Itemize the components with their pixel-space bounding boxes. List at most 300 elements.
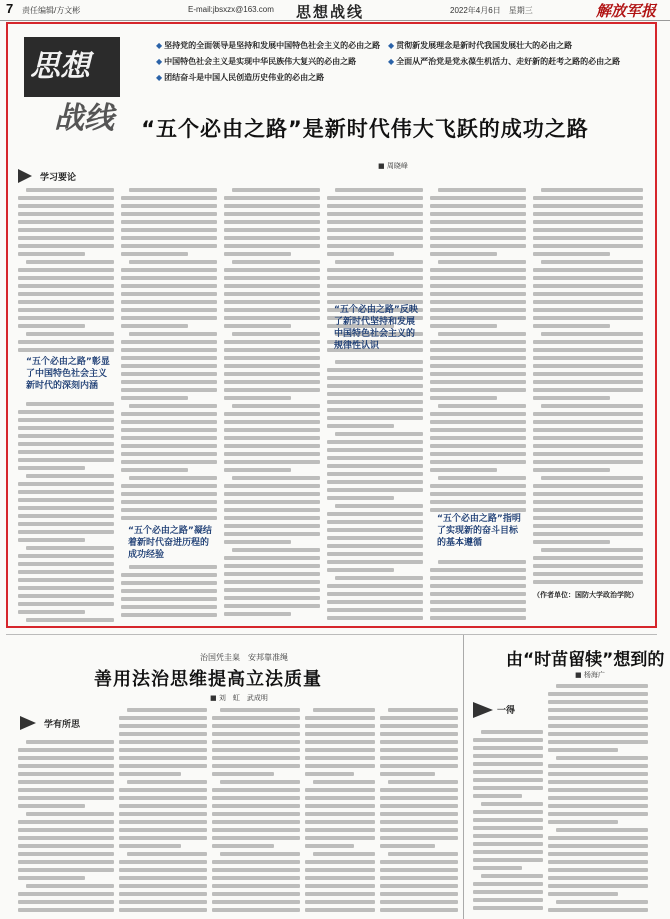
text-line bbox=[533, 532, 643, 536]
article-headline: 善用法治思维提高立法质量 bbox=[94, 669, 322, 690]
text-line bbox=[556, 756, 648, 760]
text-line bbox=[212, 740, 300, 744]
text-line bbox=[430, 284, 526, 288]
text-line bbox=[533, 236, 643, 240]
body-text-column bbox=[473, 728, 543, 913]
text-line bbox=[473, 898, 543, 902]
text-line bbox=[548, 908, 648, 912]
text-line bbox=[121, 388, 217, 392]
text-line bbox=[121, 484, 217, 488]
text-line bbox=[119, 900, 207, 904]
text-line bbox=[18, 820, 114, 824]
text-line bbox=[313, 708, 375, 712]
text-line bbox=[232, 332, 320, 336]
issue-date: 2022年4月6日 星期三 bbox=[450, 6, 533, 15]
text-line bbox=[119, 724, 207, 728]
text-line bbox=[335, 360, 423, 364]
text-line bbox=[224, 604, 320, 608]
text-line bbox=[335, 260, 423, 264]
text-line bbox=[224, 428, 320, 432]
text-line bbox=[481, 730, 543, 734]
text-line bbox=[18, 892, 114, 896]
text-line bbox=[18, 900, 114, 904]
text-line bbox=[541, 476, 643, 480]
column-tag-label: 学习要论 bbox=[40, 173, 77, 183]
body-text-column bbox=[327, 358, 423, 623]
text-line bbox=[327, 236, 423, 240]
text-line bbox=[26, 884, 114, 888]
text-line bbox=[556, 684, 648, 688]
text-line bbox=[533, 212, 643, 216]
bullet-item: ◆ 贯彻新发展理念是新时代我国发展壮大的必由之路 bbox=[388, 41, 573, 50]
text-line bbox=[305, 812, 375, 816]
text-line bbox=[121, 300, 217, 304]
text-line bbox=[18, 276, 114, 280]
text-line bbox=[533, 436, 643, 440]
body-text-column bbox=[119, 706, 207, 913]
text-line bbox=[121, 284, 217, 288]
text-line bbox=[119, 908, 207, 912]
text-line bbox=[327, 448, 423, 452]
text-line bbox=[224, 564, 320, 568]
text-line bbox=[18, 450, 114, 454]
text-line bbox=[212, 884, 300, 888]
text-line bbox=[438, 560, 526, 564]
page-header bbox=[0, 0, 670, 21]
text-line bbox=[380, 796, 458, 800]
text-line bbox=[119, 860, 207, 864]
text-line bbox=[224, 420, 320, 424]
text-line bbox=[224, 348, 320, 352]
text-line bbox=[18, 610, 85, 614]
text-line bbox=[327, 560, 423, 564]
text-line bbox=[212, 836, 300, 840]
text-line bbox=[212, 772, 274, 776]
text-line bbox=[232, 476, 320, 480]
text-line bbox=[533, 500, 643, 504]
text-line bbox=[212, 892, 300, 896]
text-line bbox=[224, 572, 320, 576]
text-line bbox=[224, 452, 320, 456]
text-line bbox=[327, 368, 423, 372]
text-line bbox=[18, 458, 114, 462]
text-line bbox=[430, 508, 526, 512]
text-line bbox=[212, 788, 300, 792]
text-line bbox=[473, 786, 543, 790]
text-line bbox=[119, 804, 207, 808]
text-line bbox=[305, 716, 375, 720]
text-line bbox=[224, 300, 320, 304]
text-line bbox=[430, 364, 526, 368]
text-line bbox=[438, 260, 526, 264]
text-line bbox=[533, 444, 643, 448]
text-line bbox=[327, 392, 423, 396]
text-line bbox=[121, 516, 217, 520]
text-line bbox=[548, 708, 648, 712]
text-line bbox=[121, 492, 217, 496]
text-line bbox=[119, 756, 207, 760]
text-line bbox=[18, 212, 114, 216]
text-line bbox=[533, 388, 643, 392]
text-line bbox=[533, 324, 610, 328]
text-line bbox=[18, 244, 114, 248]
text-line bbox=[548, 820, 618, 824]
text-line bbox=[129, 260, 217, 264]
text-line bbox=[313, 780, 375, 784]
text-line bbox=[212, 748, 300, 752]
text-line bbox=[430, 568, 526, 572]
text-line bbox=[18, 788, 114, 792]
text-line bbox=[18, 522, 114, 526]
text-line bbox=[121, 428, 217, 432]
text-line bbox=[121, 268, 217, 272]
text-line bbox=[129, 565, 217, 569]
text-line bbox=[220, 780, 300, 784]
text-line bbox=[533, 572, 643, 576]
article-kicker: 治国凭圭臬 安邦靠准绳 bbox=[200, 653, 288, 662]
text-line bbox=[224, 196, 320, 200]
text-line bbox=[380, 748, 458, 752]
text-line bbox=[473, 794, 522, 798]
text-line bbox=[127, 708, 207, 712]
text-line bbox=[305, 892, 375, 896]
text-line bbox=[430, 212, 526, 216]
text-line bbox=[430, 244, 526, 248]
text-line bbox=[119, 748, 207, 752]
text-line bbox=[232, 260, 320, 264]
text-line bbox=[533, 508, 643, 512]
text-line bbox=[212, 860, 300, 864]
text-line bbox=[327, 528, 423, 532]
text-line bbox=[533, 492, 643, 496]
text-line bbox=[430, 436, 526, 440]
text-line bbox=[224, 220, 320, 224]
text-line bbox=[224, 308, 320, 312]
text-line bbox=[224, 612, 291, 616]
text-line bbox=[533, 284, 643, 288]
text-line bbox=[18, 418, 114, 422]
text-line bbox=[430, 484, 526, 488]
text-line bbox=[473, 882, 543, 886]
text-line bbox=[533, 420, 643, 424]
subhead: “五个必由之路”反映了新时代坚持和发展中国特色社会主义的规律性认识 bbox=[334, 305, 418, 351]
text-line bbox=[548, 868, 648, 872]
body-text-column bbox=[18, 738, 114, 913]
text-line bbox=[18, 348, 114, 352]
subhead: “五个必由之路”彰显了中国特色社会主义新时代的深刻内涵 bbox=[26, 357, 110, 391]
text-line bbox=[481, 802, 543, 806]
text-line bbox=[533, 540, 610, 544]
text-line bbox=[121, 316, 217, 320]
text-line bbox=[548, 844, 648, 848]
text-line bbox=[224, 436, 320, 440]
text-line bbox=[18, 316, 114, 320]
text-line bbox=[18, 498, 114, 502]
text-line bbox=[121, 372, 217, 376]
text-line bbox=[129, 476, 217, 480]
text-line bbox=[327, 472, 423, 476]
text-line bbox=[548, 732, 648, 736]
text-line bbox=[548, 692, 648, 696]
text-line bbox=[327, 568, 394, 572]
text-line bbox=[430, 584, 526, 588]
text-line bbox=[548, 836, 648, 840]
text-line bbox=[305, 900, 375, 904]
text-line bbox=[224, 540, 291, 544]
text-line bbox=[18, 828, 114, 832]
text-line bbox=[121, 605, 217, 609]
body-text-column bbox=[212, 706, 300, 913]
text-line bbox=[212, 876, 300, 880]
text-line bbox=[18, 308, 114, 312]
text-line bbox=[121, 420, 217, 424]
author-note: （作者单位：国防大学政治学院） bbox=[533, 590, 638, 599]
text-line bbox=[327, 440, 423, 444]
text-line bbox=[327, 600, 423, 604]
text-line bbox=[18, 764, 114, 768]
text-line bbox=[473, 762, 543, 766]
text-line bbox=[473, 810, 543, 814]
text-line bbox=[548, 788, 648, 792]
text-line bbox=[121, 460, 217, 464]
commentary-headline: 由“时苗留犊”想到的 bbox=[506, 650, 665, 670]
text-line bbox=[541, 188, 643, 192]
text-line bbox=[119, 716, 207, 720]
body-text-column bbox=[18, 400, 114, 622]
text-line bbox=[305, 788, 375, 792]
text-line bbox=[224, 412, 320, 416]
text-line bbox=[224, 468, 291, 472]
text-line bbox=[224, 316, 320, 320]
text-line bbox=[533, 380, 643, 384]
text-line bbox=[335, 188, 423, 192]
text-line bbox=[26, 260, 114, 264]
text-line bbox=[18, 844, 114, 848]
text-line bbox=[548, 860, 648, 864]
text-line bbox=[430, 340, 526, 344]
text-line bbox=[18, 196, 114, 200]
text-line bbox=[430, 372, 526, 376]
text-line bbox=[541, 332, 643, 336]
text-line bbox=[224, 500, 320, 504]
text-line bbox=[18, 466, 85, 470]
text-line bbox=[18, 268, 114, 272]
text-line bbox=[430, 592, 526, 596]
text-line bbox=[121, 244, 217, 248]
text-line bbox=[327, 616, 423, 620]
body-text-column bbox=[18, 186, 114, 356]
text-line bbox=[473, 770, 543, 774]
text-line bbox=[26, 546, 114, 550]
text-line bbox=[533, 276, 643, 280]
text-line bbox=[305, 876, 375, 880]
text-line bbox=[473, 906, 543, 910]
text-line bbox=[327, 276, 423, 280]
text-line bbox=[438, 188, 526, 192]
text-line bbox=[121, 597, 217, 601]
text-line bbox=[305, 748, 375, 752]
text-line bbox=[473, 866, 522, 870]
text-line bbox=[121, 292, 217, 296]
subhead: “五个必由之路”凝结着新时代奋进历程的成功经验 bbox=[128, 526, 212, 560]
text-line bbox=[335, 576, 423, 580]
text-line bbox=[224, 236, 320, 240]
text-line bbox=[212, 900, 300, 904]
text-line bbox=[388, 780, 458, 784]
body-text-column bbox=[224, 186, 320, 623]
text-line bbox=[541, 404, 643, 408]
text-line bbox=[380, 740, 458, 744]
text-line bbox=[327, 228, 423, 232]
text-line bbox=[533, 220, 643, 224]
text-line bbox=[548, 876, 648, 880]
text-line bbox=[121, 589, 217, 593]
text-line bbox=[380, 820, 458, 824]
text-line bbox=[380, 836, 458, 840]
text-line bbox=[119, 772, 181, 776]
text-line bbox=[121, 436, 217, 440]
text-line bbox=[380, 788, 458, 792]
text-line bbox=[327, 268, 423, 272]
text-line bbox=[119, 764, 207, 768]
text-line bbox=[430, 348, 526, 352]
body-text-column bbox=[305, 706, 375, 913]
text-line bbox=[430, 292, 526, 296]
text-line bbox=[121, 452, 217, 456]
text-line bbox=[305, 908, 375, 912]
text-line bbox=[327, 592, 423, 596]
text-line bbox=[533, 580, 643, 584]
text-line bbox=[430, 492, 526, 496]
text-line bbox=[327, 464, 423, 468]
text-line bbox=[18, 442, 114, 446]
text-line bbox=[121, 613, 217, 617]
text-line bbox=[224, 444, 320, 448]
text-line bbox=[327, 544, 423, 548]
text-line bbox=[232, 548, 320, 552]
text-line bbox=[548, 724, 648, 728]
text-line bbox=[533, 300, 643, 304]
text-line bbox=[18, 490, 114, 494]
text-line bbox=[224, 484, 320, 488]
text-line bbox=[121, 196, 217, 200]
text-line bbox=[212, 908, 300, 912]
text-line bbox=[18, 410, 114, 414]
text-line bbox=[18, 220, 114, 224]
text-line bbox=[119, 788, 207, 792]
text-line bbox=[18, 236, 114, 240]
text-line bbox=[18, 562, 114, 566]
text-line bbox=[548, 716, 648, 720]
text-line bbox=[430, 356, 526, 360]
section-title: 思想战线 bbox=[296, 3, 365, 21]
text-line bbox=[18, 434, 114, 438]
text-line bbox=[18, 204, 114, 208]
text-line bbox=[119, 836, 207, 840]
text-line bbox=[212, 812, 300, 816]
text-line bbox=[430, 576, 526, 580]
text-line bbox=[473, 818, 543, 822]
text-line bbox=[18, 586, 114, 590]
text-line bbox=[533, 340, 643, 344]
text-line bbox=[305, 820, 375, 824]
text-line bbox=[212, 732, 300, 736]
contact-email: E-mail:jbsxzx@163.com bbox=[188, 5, 274, 14]
text-line bbox=[119, 828, 207, 832]
text-line bbox=[18, 292, 114, 296]
text-line bbox=[533, 252, 610, 256]
text-line bbox=[224, 388, 320, 392]
text-line bbox=[548, 804, 648, 808]
text-line bbox=[18, 836, 114, 840]
text-line bbox=[473, 826, 543, 830]
text-line bbox=[224, 276, 320, 280]
text-line bbox=[224, 532, 320, 536]
text-line bbox=[305, 796, 375, 800]
editor-credit: 责任编辑/方文彬 bbox=[22, 6, 81, 15]
column-tag-label: 一得 bbox=[497, 706, 516, 716]
text-line bbox=[327, 488, 423, 492]
text-line bbox=[305, 860, 375, 864]
text-line bbox=[121, 573, 217, 577]
text-line bbox=[327, 496, 394, 500]
body-text-column bbox=[430, 558, 526, 623]
text-line bbox=[224, 508, 320, 512]
text-line bbox=[388, 852, 458, 856]
text-line bbox=[119, 892, 207, 896]
text-line bbox=[119, 884, 207, 888]
text-line bbox=[327, 204, 423, 208]
text-line bbox=[121, 308, 217, 312]
text-line bbox=[380, 764, 458, 768]
text-line bbox=[327, 416, 423, 420]
text-line bbox=[305, 756, 375, 760]
text-line bbox=[305, 724, 375, 728]
text-line bbox=[18, 514, 114, 518]
bullet-icon bbox=[20, 716, 36, 730]
text-line bbox=[26, 332, 114, 336]
text-line bbox=[327, 400, 423, 404]
text-line bbox=[121, 212, 217, 216]
feature-headline: “五个必由之路”是新时代伟大飞跃的成功之路 bbox=[141, 117, 589, 141]
column-tag bbox=[18, 169, 104, 184]
text-line bbox=[327, 608, 423, 612]
text-line bbox=[305, 844, 354, 848]
text-line bbox=[224, 588, 320, 592]
subhead: “五个必由之路”指明了实现新的奋斗目标的基本遵循 bbox=[437, 514, 521, 548]
text-line bbox=[305, 764, 375, 768]
text-line bbox=[473, 738, 543, 742]
body-text-column bbox=[430, 186, 526, 516]
text-line bbox=[533, 244, 643, 248]
text-line bbox=[119, 844, 181, 848]
text-line bbox=[26, 188, 114, 192]
text-line bbox=[481, 874, 543, 878]
text-line bbox=[224, 460, 320, 464]
text-line bbox=[327, 480, 423, 484]
text-line bbox=[533, 564, 643, 568]
text-line bbox=[380, 900, 458, 904]
text-line bbox=[18, 538, 85, 542]
text-line bbox=[224, 396, 291, 400]
text-line bbox=[533, 556, 643, 560]
bullet-item: ◆ 坚持党的全面领导是坚持和发展中国特色社会主义的必由之路 bbox=[156, 41, 381, 50]
text-line bbox=[212, 804, 300, 808]
text-line bbox=[224, 252, 291, 256]
text-line bbox=[556, 900, 648, 904]
text-line bbox=[473, 842, 543, 846]
text-line bbox=[121, 380, 217, 384]
